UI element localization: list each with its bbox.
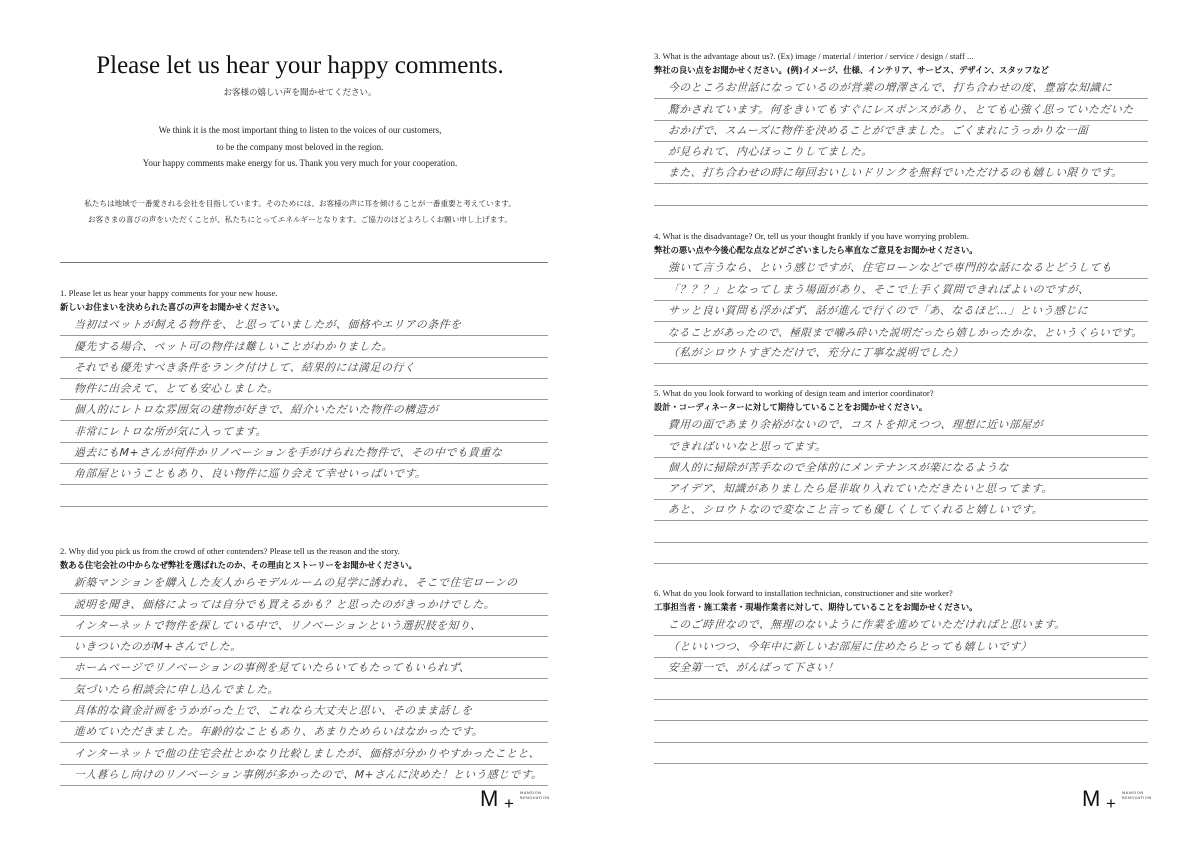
answer-line	[654, 615, 1148, 636]
question-english: 2. Why did you pick us from the crowd of other contenders? Please tell us the reason and the story.	[60, 546, 400, 556]
logo-mark: M	[480, 786, 498, 811]
answer-line	[60, 315, 548, 336]
question-2	[60, 544, 548, 786]
intro-line: 私たちは地域で一番愛される会社を目指しています。そのためには、お客様の声に耳を傾けることが一番重要と考えています。	[84, 199, 516, 208]
company-logo	[1082, 786, 1152, 816]
handwritten-answer: このご時世なので、無理のないように作業を進めていただければと思います。	[667, 618, 1067, 632]
logo-tagline: MANSION RENOVATION	[520, 790, 550, 800]
question-6	[654, 586, 1148, 764]
handwritten-answer: サッと良い質問も浮かばず、話が進んで行くので「あ、なるほど…」という感じに	[667, 303, 1089, 317]
answer-line	[654, 700, 1148, 721]
answer-line	[60, 743, 548, 764]
answer-line	[654, 279, 1148, 300]
handwritten-answer: が見られて、内心ほっこりしてました。	[667, 145, 874, 159]
handwritten-answer: 進めていただきました。年齢的なこともあり、あまりためらいはなかったです。	[73, 725, 484, 739]
answer-line	[654, 99, 1148, 120]
answer-line	[654, 636, 1148, 657]
answer-line	[60, 701, 548, 722]
answer-lines	[654, 78, 1148, 206]
handwritten-answer: 個人的にレトロな雰囲気の建物が好きで、紹介いただいた物件の構造が	[73, 403, 439, 417]
answer-lines	[60, 573, 548, 786]
handwritten-answer: 新築マンションを購入した友人からモデルルームの見学に誘われ、そこで住宅ローンの	[73, 576, 519, 590]
handwritten-answer: また、打ち合わせの時に毎回おいしいドリンクを無料でいただけるのも嬉しい限りです。	[667, 166, 1124, 180]
answer-line	[654, 743, 1148, 764]
question-english: 4. What is the disadvantage? Or, tell us your thought frankly if you have worrying problem.	[654, 231, 970, 241]
answer-line	[654, 458, 1148, 479]
handwritten-answer: 具体的な資金計画をうかがった上で、これなら大丈夫と思い、そのまま話しを	[73, 704, 474, 718]
answer-line	[654, 721, 1148, 742]
handwritten-answer: ホームページでリノベーションの事例を見ていたらいてもたってもいられず、	[73, 661, 471, 675]
handwritten-answer: 非常にレトロな所が気に入ってます。	[73, 424, 268, 438]
logo-plus: +	[1106, 794, 1116, 813]
handwritten-answer: 今のところお世話になっているのが営業の増澤さんで、打ち合わせの度、豊富な知識に	[667, 81, 1113, 95]
answer-line	[60, 594, 548, 615]
answer-line	[654, 543, 1148, 564]
handwritten-answer: なることがあったので、極限まで噛み砕いた説明だったら嬉しかったかな、というくらいです。	[667, 327, 1144, 340]
handwritten-answer: アイデア、知識がありましたら是非取り入れていただきたいと思ってます。	[667, 482, 1054, 496]
question-english: 5. What do you look forward to working of design team and interior coordinator?	[654, 388, 934, 398]
handwritten-answer: 「？？？」となってしまう場面があり、そこで上手く質問できればよいのですが、	[667, 282, 1091, 296]
question-japanese: 新しいお住まいを決められた喜びの声をお聞かせください。	[60, 302, 285, 312]
handwritten-answer: （といいつつ、今年中に新しいお部屋に住めたらとっても嬉しいです）	[667, 639, 1033, 653]
answer-line	[654, 521, 1148, 542]
question-japanese: 数ある住宅会社の中からなぜ弊社を選ばれたのか、その理由とストーリーをお聞かせください。	[60, 560, 417, 570]
handwritten-answer: それでも優先すべき条件をランク付けして、結果的には満足の行く	[73, 360, 416, 374]
handwritten-answer: あと、シロウトなので変なこと言っても優しくしてくれると嬉しいです。	[667, 503, 1044, 517]
page-subtitle: お客様の嬉しい声を聞かせてください。	[223, 88, 377, 98]
answer-line	[654, 258, 1148, 279]
answer-line	[654, 301, 1148, 322]
question-english: 1. Please let us hear your happy comments for your new house.	[60, 288, 278, 298]
answer-line	[654, 500, 1148, 521]
question-4	[654, 229, 1148, 386]
question-japanese: 弊社の良い点をお聞かせください。(例)イメージ、仕様、インテリア、サービス、デザイン、スタッフなど	[654, 65, 1049, 75]
right-page	[600, 0, 1200, 848]
handwritten-answer: できればいいなと思ってます。	[667, 439, 828, 453]
logo-mark: M	[1082, 786, 1100, 811]
handwritten-answer: 角部屋ということもあり、良い物件に巡り会えて幸せいっぱいです。	[73, 467, 427, 481]
answer-line	[654, 479, 1148, 500]
answer-line	[654, 343, 1148, 364]
question-english: 3. What is the advantage about us?. (Ex) image / material / interior / service / design / staff ...	[654, 51, 974, 61]
intro-line: お客さまの喜びの声をいただくことが、私たちにとってエネルギーとなります。ご協力のほどよろしくお願い申し上げます。	[88, 215, 512, 224]
answer-line	[654, 658, 1148, 679]
answer-line	[60, 637, 548, 658]
handwritten-answer: 個人的に掃除が苦手なので全体的にメンテナンスが楽になるような	[667, 460, 1010, 474]
answer-line	[60, 379, 548, 400]
answer-line	[654, 142, 1148, 163]
answer-line	[60, 658, 548, 679]
intro-english	[60, 122, 540, 172]
intro-japanese	[60, 196, 540, 228]
answer-line	[60, 464, 548, 485]
handwritten-answer: インターネットで他の住宅会社とかなり比較しましたが、価格が分かりやすかったことと、	[73, 746, 541, 760]
handwritten-answer: 安全第一で、がんばって下さい！	[667, 660, 840, 674]
handwritten-answer: 驚かされています。何をきいてもすぐにレスポンスがあり、とても心強く思っていただいた	[667, 102, 1135, 116]
handwritten-answer: 過去にもM+さんが何件かリノベーションを手がけられた物件で、その中でも貴重な	[73, 446, 503, 460]
intro-line: We think it is the most important thing to listen to the voices of our customers,	[158, 125, 442, 135]
answer-line	[654, 415, 1148, 436]
page-title: Please let us hear your happy comments.	[96, 52, 504, 79]
company-logo	[480, 786, 550, 816]
intro-line: to be the company most beloved in the region.	[216, 141, 384, 152]
answer-line	[654, 436, 1148, 457]
answer-line	[60, 722, 548, 743]
answer-line	[654, 322, 1148, 343]
handwritten-answer: おかげで、スムーズに物件を決めることができました。ごくまれにうっかりな一面	[667, 123, 1089, 137]
question-5	[654, 386, 1148, 564]
answer-line	[654, 184, 1148, 205]
question-japanese: 設計・コーディネーターに対して期待していることをお聞かせください。	[654, 402, 928, 412]
answer-line	[60, 485, 548, 506]
answer-lines	[654, 615, 1148, 764]
handwritten-answer: インターネットで物件を探している中で、リノベーションという選択肢を知り、	[73, 618, 483, 632]
answer-lines	[654, 258, 1148, 386]
handwritten-answer: 当初はペットが飼える物件を、と思っていましたが、価格やエリアの条件を	[73, 318, 462, 332]
handwritten-answer: 強いて言うなら、という感じですが、住宅ローンなどで専門的な話になるとどうしても	[667, 261, 1113, 275]
answer-line	[654, 364, 1148, 385]
question-3	[654, 49, 1148, 206]
answer-line	[60, 421, 548, 442]
question-english: 6. What do you look forward to installation technician, constructioner and site worker?	[654, 588, 953, 598]
handwritten-answer: 気づいたら相談会に申し込んでました。	[73, 682, 280, 696]
question-japanese: 弊社の悪い点や今後心配な点などがございましたら率直なご意見をお聞かせください。	[654, 245, 978, 255]
answer-line	[654, 78, 1148, 99]
question-1	[60, 286, 548, 507]
handwritten-answer: 一人暮らし向けのリノベーション事例が多かったので、M+さんに決めた！という感じです。	[73, 767, 543, 781]
answer-line	[60, 336, 548, 357]
answer-line	[60, 358, 548, 379]
handwritten-answer: 費用の面であまり余裕がないので、コストを抑えつつ、理想に近い部屋が	[667, 418, 1044, 432]
answer-line	[60, 400, 548, 421]
intro-line: Your happy comments make energy for us. Thank you very much for your cooperation.	[142, 158, 458, 168]
answer-line	[60, 616, 548, 637]
answer-line	[60, 765, 548, 786]
handwritten-answer: 物件に出会えて、とても安心しました。	[73, 382, 280, 396]
question-japanese: 工事担当者・施工業者・現場作業者に対して、期待していることをお聞かせください。	[654, 602, 978, 612]
answer-lines	[654, 415, 1148, 564]
handwritten-answer: 説明を聞き、価格によっては自分でも買えるかも？と思ったのがきっかけでした。	[73, 597, 496, 611]
answer-line	[60, 443, 548, 464]
handwritten-answer: いきついたのがM+さんでした。	[73, 640, 243, 654]
answer-lines	[60, 315, 548, 507]
handwritten-answer: 優先する場合、ペット可の物件は難しいことがわかりました。	[73, 339, 394, 353]
answer-line	[60, 573, 548, 594]
answer-line	[654, 121, 1148, 142]
answer-line	[654, 163, 1148, 184]
header-divider	[60, 262, 548, 263]
answer-line	[60, 679, 548, 700]
logo-plus: +	[504, 794, 514, 813]
handwritten-answer: （私がシロウトすぎただけで、充分に丁寧な説明でした）	[667, 346, 965, 360]
answer-line	[654, 679, 1148, 700]
logo-tagline: MANSION RENOVATION	[1122, 790, 1152, 800]
